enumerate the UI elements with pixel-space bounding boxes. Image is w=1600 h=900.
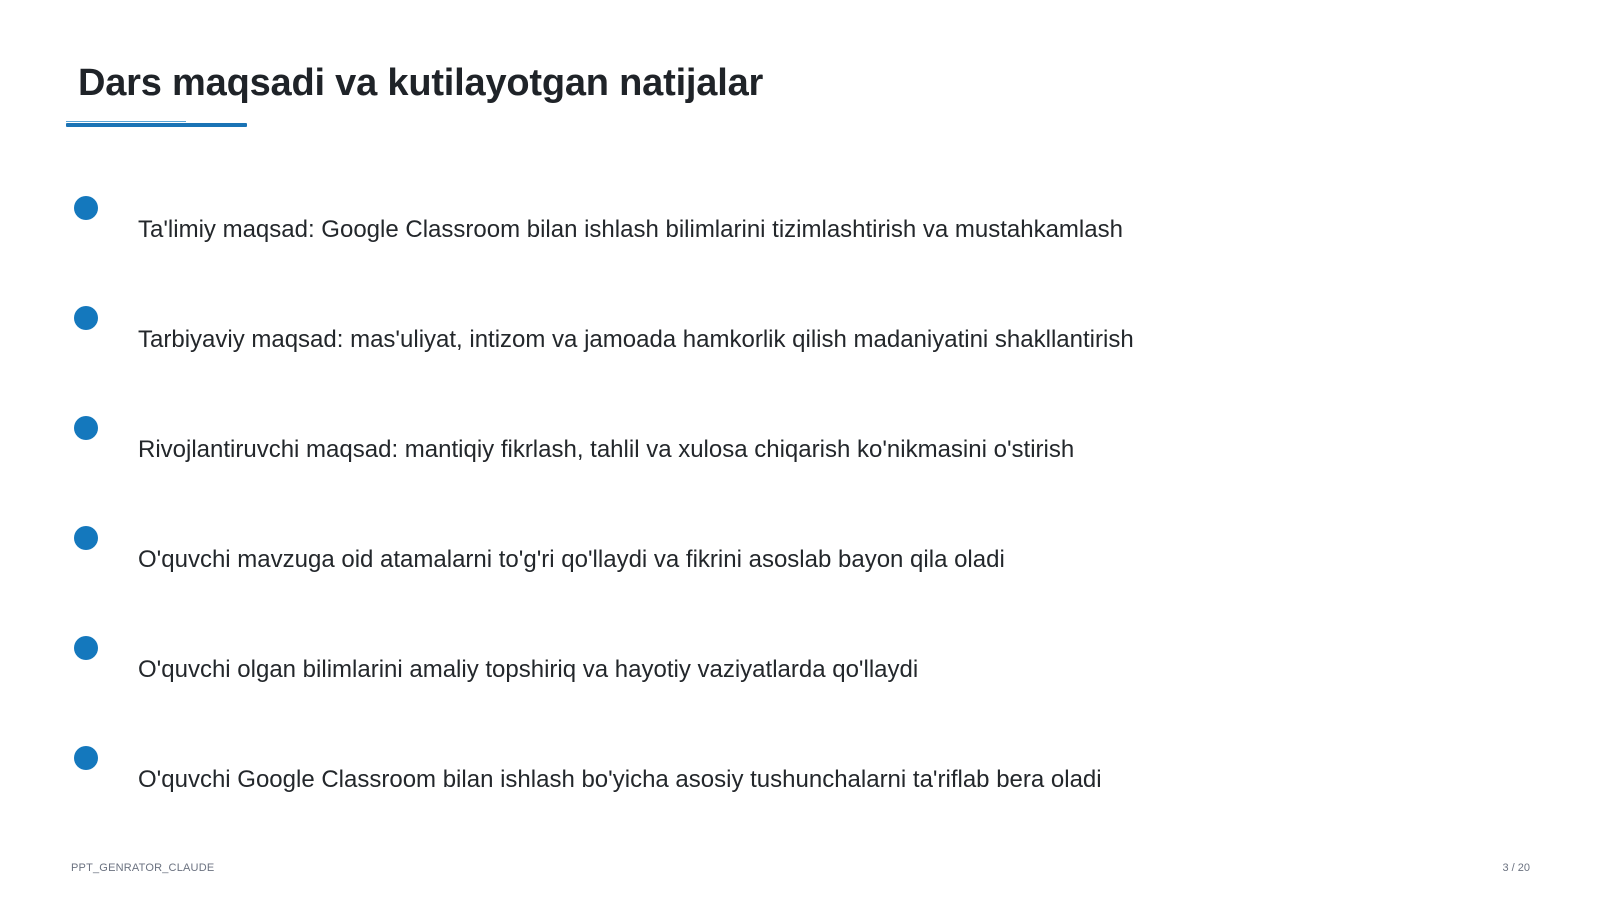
bullet-text: O'quvchi mavzuga oid atamalarni to'g'ri qo'llaydi va fikrini asoslab bayon qila oladi <box>138 546 1005 573</box>
page-indicator: 3 / 20 <box>1502 862 1530 874</box>
footer-label: PPT_GENRATOR_CLAUDE <box>71 862 215 874</box>
bullet-dot-icon <box>74 306 98 330</box>
bullet-item <box>0 196 1600 256</box>
bullet-item <box>0 416 1600 476</box>
bullet-dot-icon <box>74 196 98 220</box>
bullet-dot-icon <box>74 526 98 550</box>
bullet-dot-icon <box>74 636 98 660</box>
bullet-text: Ta'limiy maqsad: Google Classroom bilan ishlash bilimlarini tizimlashtirish va mustahkamlash <box>138 216 1123 243</box>
bullet-dot-icon <box>74 746 98 770</box>
bullet-item <box>0 526 1600 586</box>
bullet-dot-icon <box>74 416 98 440</box>
slide-title: Dars maqsadi va kutilayotgan natijalar <box>78 62 764 104</box>
bullet-item <box>0 636 1600 696</box>
bullet-item <box>0 746 1600 806</box>
bullet-text: O'quvchi olgan bilimlarini amaliy topshiriq va hayotiy vaziyatlarda qo'llaydi <box>138 656 919 683</box>
bullet-item <box>0 306 1600 366</box>
bullet-text: O'quvchi Google Classroom bilan ishlash bo'yicha asosiy tushunchalarni ta'riflab bera oladi <box>138 766 1102 793</box>
bullet-text: Rivojlantiruvchi maqsad: mantiqiy fikrlash, tahlil va xulosa chiqarish ko'nikmasini o'stirish <box>138 436 1075 463</box>
bullet-text: Tarbiyaviy maqsad: mas'uliyat, intizom va jamoada hamkorlik qilish madaniyatini shakllantirish <box>138 326 1134 353</box>
